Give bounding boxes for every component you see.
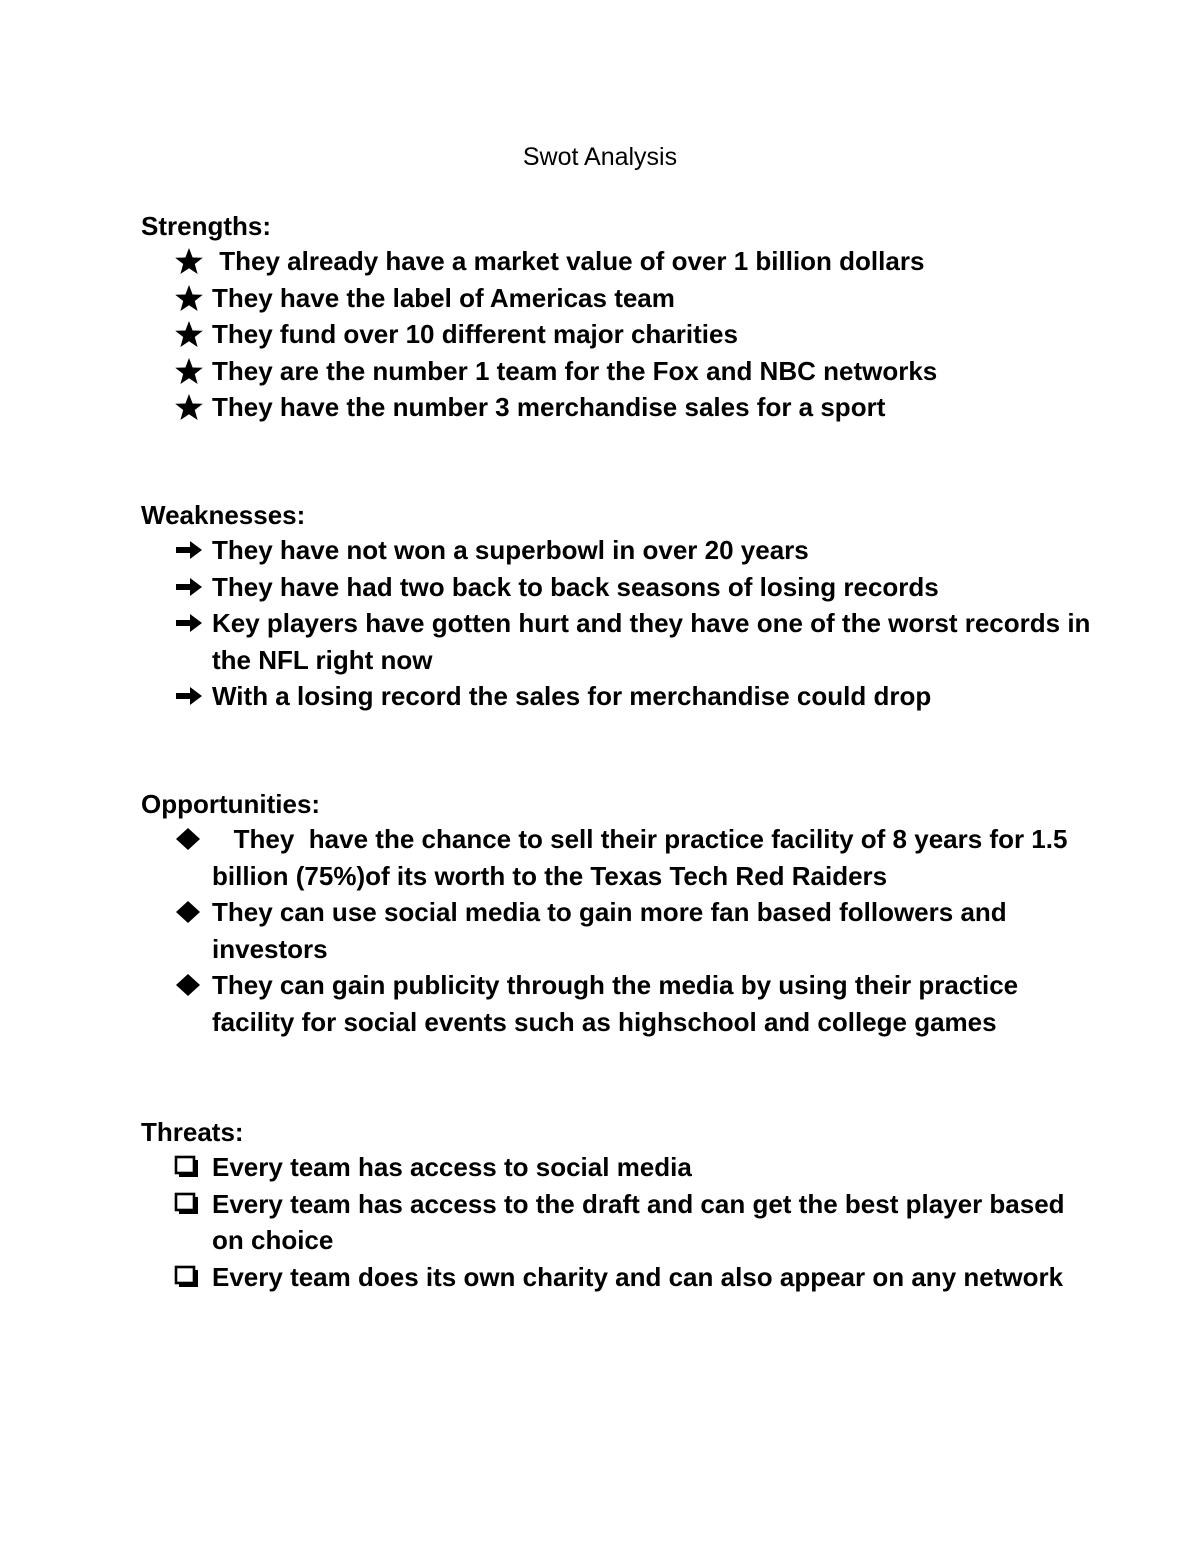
diamond-icon — [174, 821, 208, 857]
list-item — [141, 967, 1101, 1040]
list-item — [141, 389, 1101, 426]
strengths-list — [141, 243, 1101, 426]
list-item — [141, 678, 1101, 715]
weaknesses-section — [141, 498, 1101, 715]
list-item — [141, 569, 1101, 606]
list-item — [141, 1259, 1101, 1296]
star-icon — [174, 353, 208, 389]
shadowed-box-icon — [174, 1186, 208, 1222]
threat-text: Every team has access to social media — [212, 1152, 692, 1182]
weaknesses-list — [141, 532, 1101, 715]
threat-text: Every team has access to the draft and can get the best player based on choice — [212, 1188, 1072, 1255]
weaknesses-heading: Weaknesses: — [141, 500, 306, 530]
strengths-heading: Strengths: — [141, 211, 271, 241]
strength-text: They are the number 1 team for the Fox and NBC networks — [212, 355, 938, 386]
list-item — [141, 1186, 1101, 1259]
list-item — [141, 243, 1101, 280]
strength-text: They already have a market value of over 1 billion dollars — [212, 246, 925, 276]
threats-heading: Threats: — [141, 1117, 244, 1147]
list-item — [141, 1149, 1101, 1186]
threat-text: Every team does its own charity and can also appear on any network — [212, 1261, 1064, 1292]
weakness-text: They have not won a superbowl in over 20 years — [212, 535, 809, 565]
weakness-text: They have had two back to back seasons of losing records — [212, 571, 939, 602]
list-item — [141, 894, 1101, 967]
star-icon — [174, 389, 208, 425]
arrow-right-icon — [174, 569, 208, 605]
list-item — [141, 605, 1101, 678]
star-icon — [174, 316, 208, 352]
arrow-right-icon — [174, 532, 208, 568]
opportunity-text: They can gain publicity through the media by using their practice facility for social events such as highschool and college games — [212, 970, 1026, 1037]
threats-list — [141, 1149, 1101, 1295]
list-item — [141, 532, 1101, 569]
strengths-section — [141, 209, 1101, 426]
opportunities-list — [141, 821, 1101, 1040]
strength-text: They fund over 10 different major charities — [212, 319, 738, 349]
diamond-icon — [174, 967, 208, 1003]
list-item — [141, 821, 1101, 894]
opportunity-text: They have the chance to sell their practice facility of 8 years for 1.5 billion (75%)of its worth to the Texas Tech Red Raiders — [212, 824, 1075, 891]
weakness-text: Key players have gotten hurt and they have one of the worst records in the NFL right now — [212, 608, 1098, 675]
shadowed-box-icon — [174, 1149, 208, 1185]
star-icon — [174, 280, 208, 316]
diamond-icon — [174, 894, 208, 930]
strength-text: They have the label of Americas team — [212, 282, 675, 313]
shadowed-box-icon — [174, 1259, 208, 1295]
threats-section — [141, 1115, 1101, 1295]
opportunities-heading: Opportunities: — [141, 789, 321, 819]
arrow-right-icon — [174, 605, 208, 641]
strength-text: They have the number 3 merchandise sales for a sport — [212, 392, 886, 422]
star-icon — [174, 243, 208, 279]
list-item — [141, 280, 1101, 317]
arrow-right-icon — [174, 678, 208, 714]
opportunities-section — [141, 787, 1101, 1040]
opportunity-text: They can use social media to gain more fan based followers and investors — [212, 897, 1014, 964]
list-item — [141, 316, 1101, 353]
weakness-text: With a losing record the sales for merchandise could drop — [212, 681, 932, 711]
document-title: Swot Analysis — [522, 143, 678, 171]
list-item — [141, 353, 1101, 390]
